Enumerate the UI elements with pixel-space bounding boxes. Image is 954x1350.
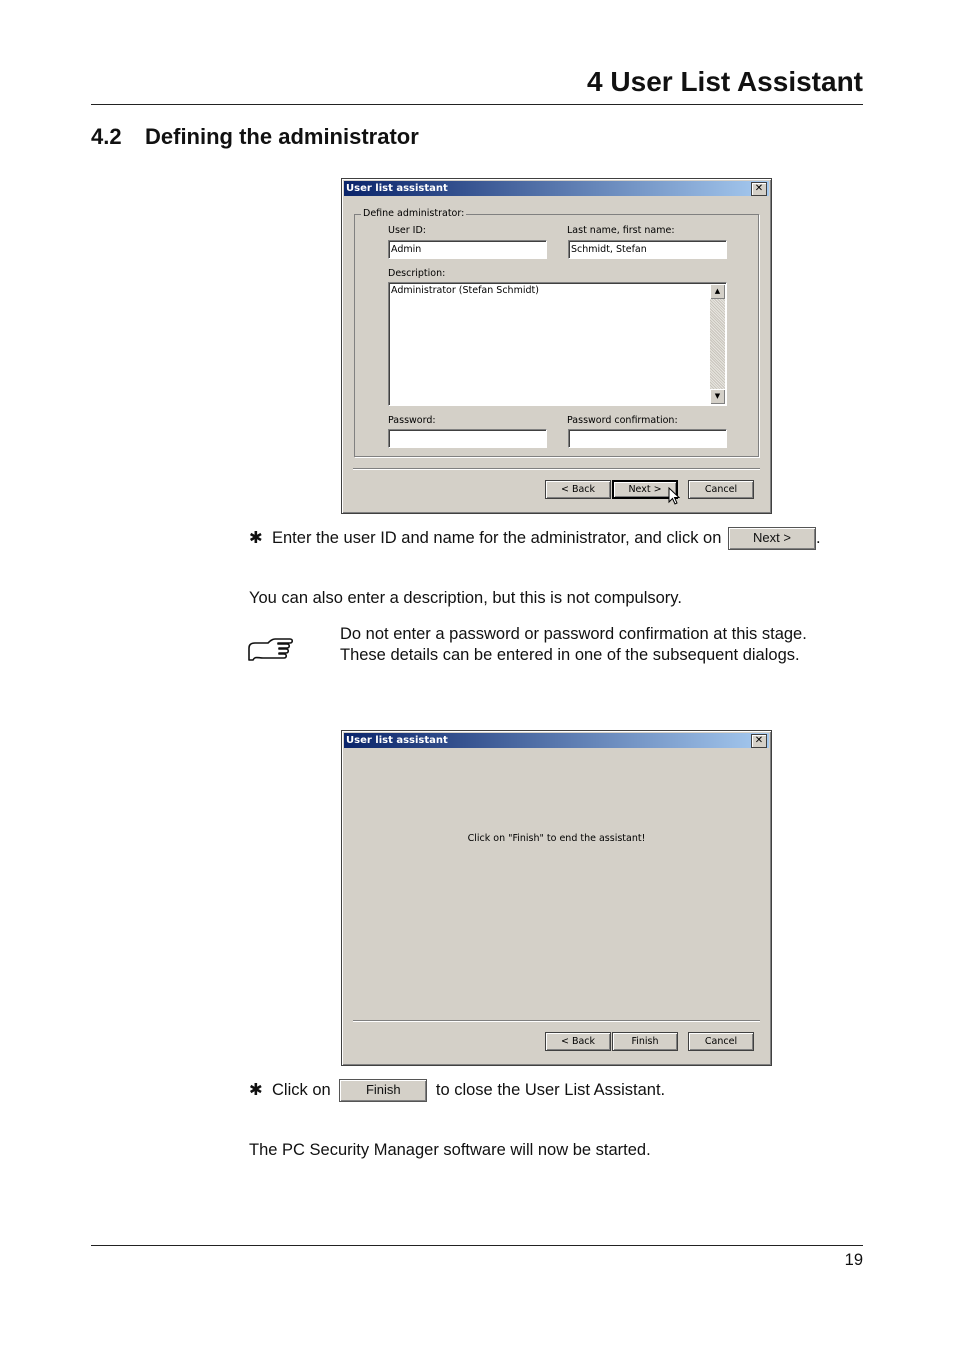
scroll-up-icon[interactable]: ▲ bbox=[710, 284, 725, 299]
chapter-title: 4 User List Assistant bbox=[587, 66, 863, 97]
next-button-illustration: Next > bbox=[728, 527, 816, 550]
bullet-icon: ✱ bbox=[249, 1080, 263, 1099]
back-button[interactable]: < Back bbox=[545, 480, 611, 499]
finish-message: Click on "Finish" to end the assistant! bbox=[467, 833, 646, 844]
define-administrator-dialog bbox=[341, 178, 772, 514]
cancel-button[interactable]: Cancel bbox=[688, 1032, 754, 1051]
button-separator bbox=[353, 1020, 760, 1021]
finish-dialog bbox=[341, 730, 772, 1066]
page-number: 19 bbox=[844, 1251, 863, 1269]
description-text: Administrator (Stefan Schmidt) bbox=[391, 285, 539, 296]
dialog-title: User list assistant bbox=[346, 183, 448, 194]
user-id-input[interactable]: Admin bbox=[388, 240, 547, 259]
dialog-titlebar bbox=[344, 181, 769, 196]
close-icon[interactable]: ✕ bbox=[751, 182, 767, 196]
close-icon[interactable]: ✕ bbox=[751, 734, 767, 748]
header-rule bbox=[91, 104, 863, 105]
instruction-next bbox=[249, 527, 821, 550]
next-button[interactable]: Next > bbox=[612, 480, 678, 499]
cancel-button[interactable]: Cancel bbox=[688, 480, 754, 499]
password-confirm-input[interactable] bbox=[568, 429, 727, 448]
dialog-titlebar bbox=[344, 733, 769, 748]
user-id-label: User ID: bbox=[388, 225, 426, 236]
instruction-finish bbox=[249, 1079, 665, 1102]
pointing-hand-icon bbox=[246, 634, 296, 668]
description-label: Description: bbox=[388, 268, 446, 279]
instruction-finish-prefix: Click on bbox=[272, 1080, 331, 1099]
bullet-icon: ✱ bbox=[249, 528, 263, 547]
instruction-next-suffix: . bbox=[816, 528, 821, 547]
closing-paragraph: The PC Security Manager software will now be started. bbox=[249, 1141, 651, 1159]
note-line-2: These details can be entered in one of the subsequent dialogs. bbox=[340, 646, 800, 664]
password-label: Password: bbox=[388, 415, 436, 426]
description-textarea[interactable] bbox=[388, 282, 727, 406]
finish-button-illustration: Finish bbox=[339, 1079, 427, 1102]
name-label: Last name, first name: bbox=[567, 225, 675, 236]
dialog-title: User list assistant bbox=[346, 735, 448, 746]
description-scrollbar[interactable] bbox=[710, 284, 725, 404]
group-label: Define administrator: bbox=[363, 208, 465, 219]
section-title bbox=[91, 124, 419, 150]
instruction-next-text: Enter the user ID and name for the administrator, and click on bbox=[272, 528, 722, 547]
section-heading: Defining the administrator bbox=[145, 124, 419, 149]
name-input[interactable]: Schmidt, Stefan bbox=[568, 240, 727, 259]
description-note: You can also enter a description, but this is not compulsory. bbox=[249, 589, 682, 607]
instruction-finish-text: to close the User List Assistant. bbox=[435, 1080, 666, 1099]
button-separator bbox=[353, 468, 760, 469]
scroll-down-icon[interactable]: ▼ bbox=[710, 389, 725, 404]
note-line-1: Do not enter a password or password confirmation at this stage. bbox=[340, 625, 807, 643]
footer-rule bbox=[91, 1245, 863, 1246]
password-input[interactable] bbox=[388, 429, 547, 448]
section-number: 4.2 bbox=[91, 124, 122, 149]
mouse-cursor-icon bbox=[668, 487, 680, 505]
back-button[interactable]: < Back bbox=[545, 1032, 611, 1051]
password-confirm-label: Password confirmation: bbox=[567, 415, 678, 426]
finish-button[interactable]: Finish bbox=[612, 1032, 678, 1051]
